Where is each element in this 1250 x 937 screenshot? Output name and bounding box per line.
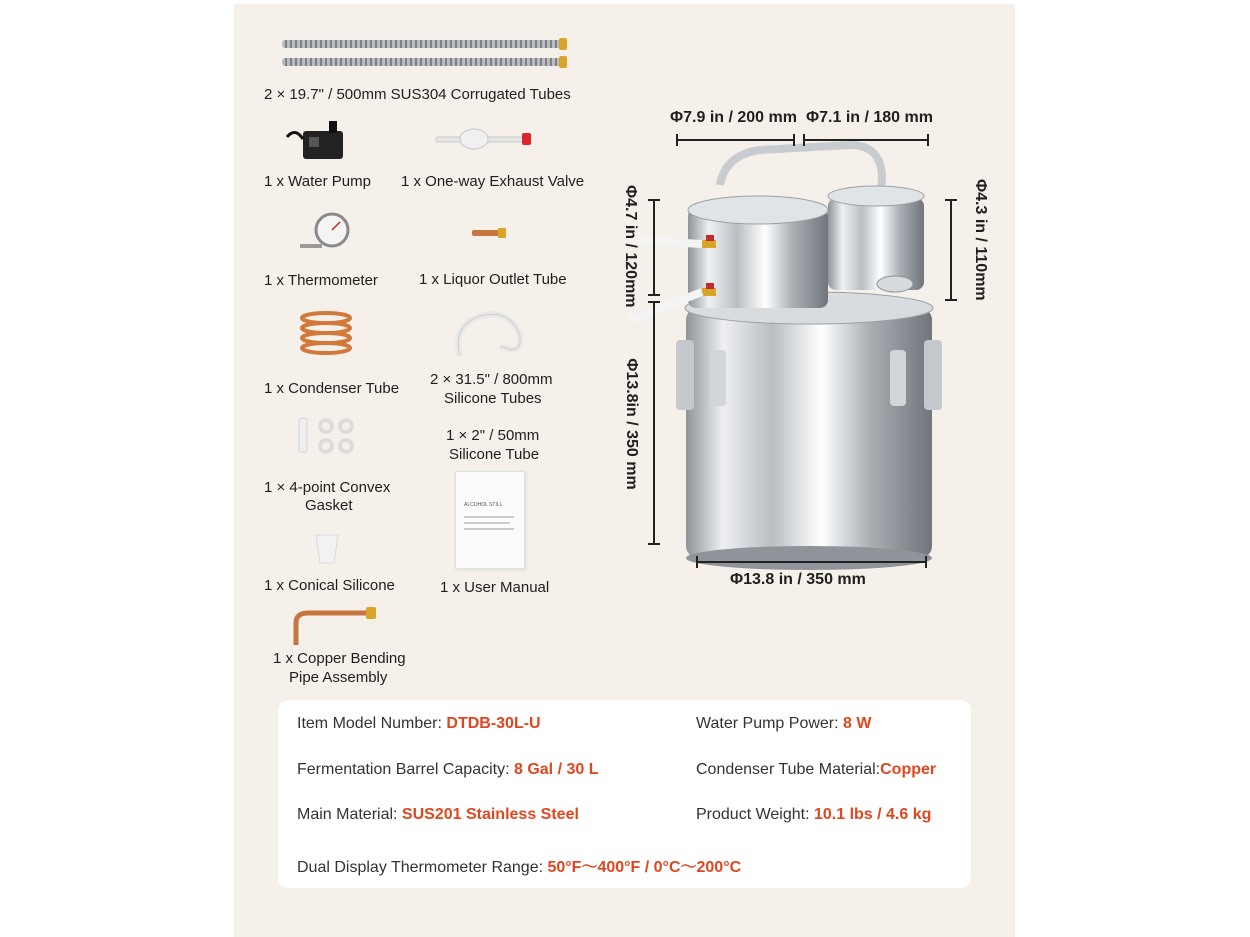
thermometer-label: 1 x Thermometer xyxy=(264,272,378,289)
gasket-image xyxy=(297,416,357,456)
dimension-barrel-width: Φ13.8 in / 350 mm xyxy=(730,571,866,588)
condenser-tube-image xyxy=(298,308,358,360)
silicone-tubes-label-2: Silicone Tubes xyxy=(444,390,542,407)
spec-pump-value: 8 W xyxy=(843,715,872,732)
conical-silicone-label: 1 x Conical Silicone xyxy=(264,577,395,594)
spec-weight: Product Weight: 10.1 lbs / 4.6 kg xyxy=(696,806,932,823)
dimension-right-pot-height: Φ4.3 in / 110mm xyxy=(972,179,989,301)
silicone-tubes-label-1: 2 × 31.5" / 800mm xyxy=(430,371,553,388)
copper-pipe-image xyxy=(288,603,378,647)
user-manual-label: 1 x User Manual xyxy=(440,579,550,596)
silicone-tubes-image xyxy=(450,306,530,362)
spec-model-value: DTDB-30L-U xyxy=(446,715,541,732)
dimension-right-pot-width: Φ7.1 in / 180 mm xyxy=(806,109,933,126)
gasket-label-2: Gasket xyxy=(305,497,353,514)
small-silicone-label-1: 1 × 2" / 50mm xyxy=(446,427,540,444)
spec-condenser-material: Condenser Tube Material:Copper xyxy=(696,761,937,778)
spec-condenser-value: Copper xyxy=(880,761,937,778)
spec-weight-value: 10.1 lbs / 4.6 kg xyxy=(813,806,932,823)
spec-thermometer-range: Dual Display Thermometer Range: 50°F～400°F / 0°C～200°C xyxy=(297,859,742,876)
spec-main-material: Main Material: SUS201 Stainless Steel xyxy=(297,806,579,823)
copper-pipe-label-1: 1 x Copper Bending xyxy=(273,650,406,667)
spec-model: Item Model Number: DTDB-30L-U xyxy=(297,715,541,732)
dimension-left-pot-height: Φ4.7 in / 120mm xyxy=(622,185,639,308)
copper-pipe-label-2: Pipe Assembly xyxy=(289,669,388,686)
exhaust-valve-image xyxy=(434,126,534,152)
water-pump-image xyxy=(285,117,355,163)
gasket-label-1: 1 × 4-point Convex xyxy=(264,479,391,496)
conical-silicone-image xyxy=(314,533,340,565)
corrugated-tubes-label: 2 × 19.7" / 500mm SUS304 Corrugated Tubes xyxy=(264,86,571,103)
manual-title: ALCOHOL STILL xyxy=(464,502,503,508)
spec-pump-power: Water Pump Power: 8 W xyxy=(696,715,872,732)
spec-capacity: Fermentation Barrel Capacity: 8 Gal / 30 L xyxy=(297,761,599,778)
dimension-barrel-height: Φ13.8in / 350 mm xyxy=(623,358,640,490)
small-silicone-label-2: Silicone Tube xyxy=(449,446,540,463)
thermometer-image xyxy=(298,210,354,256)
spec-thermo-value: 50°F～400°F / 0°C～200°C xyxy=(547,859,742,876)
liquor-outlet-label: 1 x Liquor Outlet Tube xyxy=(419,271,567,288)
corrugated-tubes-image xyxy=(280,37,570,71)
condenser-tube-label: 1 x Condenser Tube xyxy=(264,380,400,397)
dimension-left-pot-width: Φ7.9 in / 200 mm xyxy=(670,109,797,126)
user-manual-image xyxy=(455,471,525,569)
spec-capacity-value: 8 Gal / 30 L xyxy=(513,761,599,778)
water-pump-label: 1 x Water Pump xyxy=(264,173,371,190)
liquor-outlet-image xyxy=(470,225,508,241)
dimension-lines xyxy=(640,130,1000,580)
exhaust-valve-label: 1 x One-way Exhaust Valve xyxy=(401,173,585,190)
spec-material-value: SUS201 Stainless Steel xyxy=(401,806,579,823)
